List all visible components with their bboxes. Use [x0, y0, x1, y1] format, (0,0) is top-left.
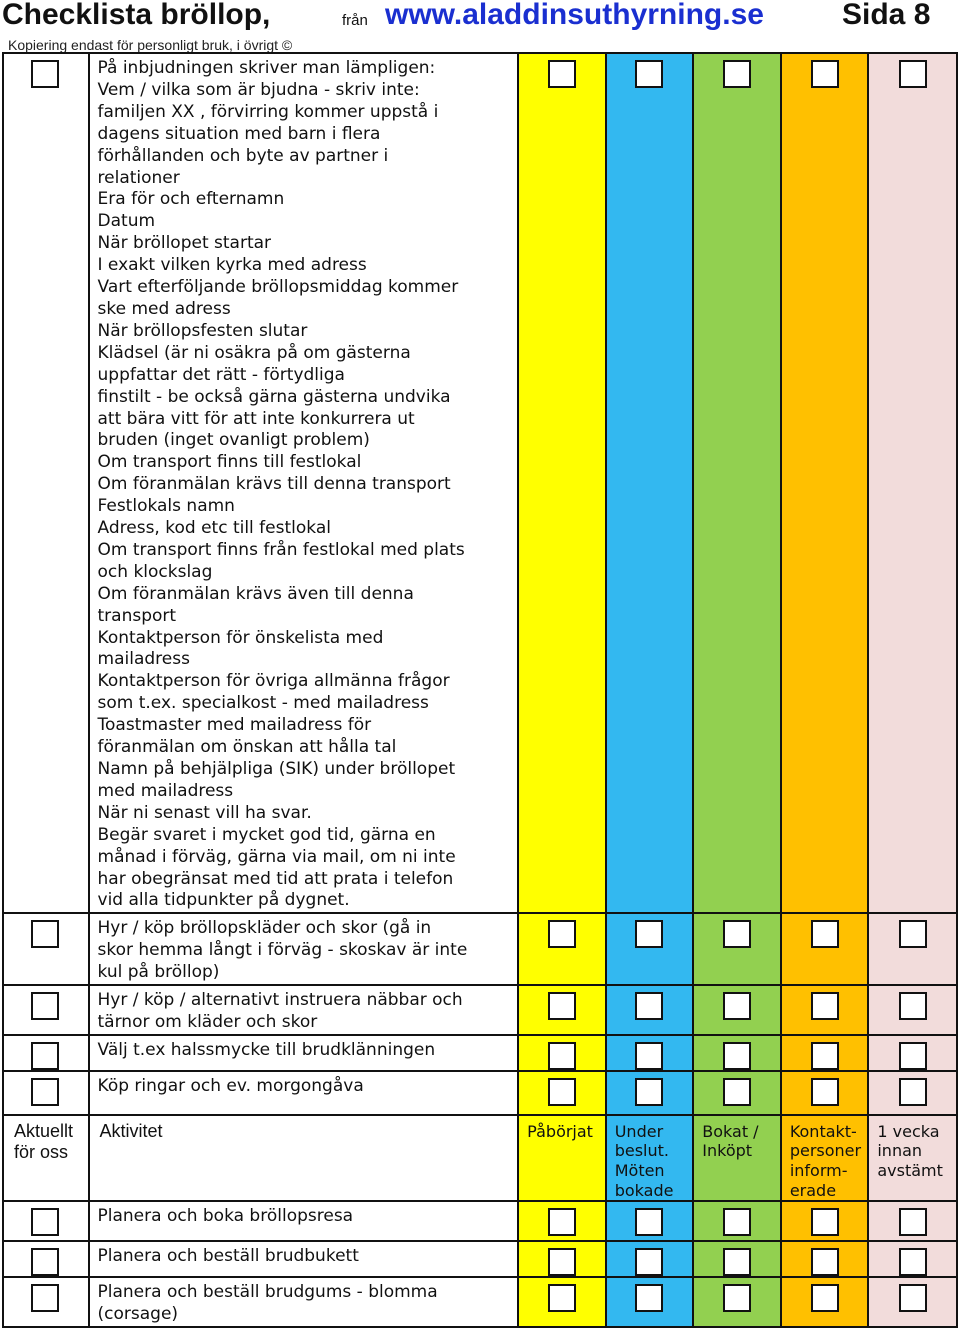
- contacts-cell: [781, 913, 869, 985]
- under-cell: [606, 913, 694, 985]
- contacts-cell: [781, 53, 869, 913]
- week-checkbox[interactable]: [899, 1284, 927, 1312]
- under-checkbox[interactable]: [635, 992, 663, 1020]
- under-checkbox[interactable]: [635, 1078, 663, 1106]
- column-header-row: [3, 1115, 957, 1201]
- booked-checkbox[interactable]: [723, 1284, 751, 1312]
- booked-cell: [693, 1201, 781, 1241]
- activity-cell: [89, 1277, 519, 1327]
- started-checkbox[interactable]: [548, 1208, 576, 1236]
- started-cell: [518, 1277, 606, 1327]
- current-cell: [3, 1071, 89, 1115]
- under-cell: [606, 53, 694, 913]
- booked-checkbox[interactable]: [723, 1078, 751, 1106]
- contacts-cell: [781, 1241, 869, 1277]
- activity-cell: [89, 985, 519, 1035]
- current-checkbox[interactable]: [31, 992, 59, 1020]
- table-row: [3, 1201, 957, 1241]
- table-row: [3, 53, 957, 913]
- contacts-checkbox[interactable]: [811, 60, 839, 88]
- table-row: [3, 1241, 957, 1277]
- week-cell: [868, 985, 957, 1035]
- current-cell: [3, 53, 89, 913]
- checklist-table: [2, 52, 958, 1328]
- started-checkbox[interactable]: [548, 920, 576, 948]
- under-cell: [606, 1201, 694, 1241]
- week-cell: [868, 913, 957, 985]
- started-cell: [518, 1071, 606, 1115]
- week-cell: [868, 1071, 957, 1115]
- started-checkbox[interactable]: [548, 992, 576, 1020]
- started-checkbox[interactable]: [548, 1042, 576, 1070]
- current-cell: [3, 985, 89, 1035]
- activity-text: Planera och boka bröllopsresa: [97, 1206, 354, 1227]
- week-checkbox[interactable]: [899, 1248, 927, 1276]
- under-checkbox[interactable]: [635, 1248, 663, 1276]
- week-cell: [868, 1035, 957, 1071]
- booked-checkbox[interactable]: [723, 60, 751, 88]
- page-title: Checklista bröllop,: [2, 0, 271, 31]
- header-current-label: Aktuellt för oss: [14, 1120, 74, 1162]
- started-cell: [518, 53, 606, 913]
- booked-checkbox[interactable]: [723, 1042, 751, 1070]
- under-checkbox[interactable]: [635, 1208, 663, 1236]
- header-booked-label: Bokat / Inköpt: [702, 1121, 759, 1161]
- booked-checkbox[interactable]: [723, 1208, 751, 1236]
- contacts-checkbox[interactable]: [811, 1208, 839, 1236]
- contacts-checkbox[interactable]: [811, 920, 839, 948]
- booked-checkbox[interactable]: [723, 992, 751, 1020]
- current-cell: [3, 913, 89, 985]
- header-contacts-label: Kontakt- personer inform- erade: [789, 1121, 862, 1200]
- table-row: [3, 1035, 957, 1071]
- table-row: [3, 913, 957, 985]
- under-cell: [606, 985, 694, 1035]
- booked-cell: [693, 1035, 781, 1071]
- contacts-checkbox[interactable]: [811, 1078, 839, 1106]
- header-started-label: Påbörjat: [527, 1121, 593, 1141]
- title-from: från: [342, 12, 368, 29]
- booked-cell: [693, 985, 781, 1035]
- started-cell: [518, 985, 606, 1035]
- week-cell: [868, 1277, 957, 1327]
- booked-checkbox[interactable]: [723, 1248, 751, 1276]
- activity-text: På inbjudningen skriver man lämpligen: Vem / vilka som är bjudna - skriv inte: familjen XX , förvirring kommer uppstå i dagens situation med barn i flera förhållanden och byte av partner i relationer Era för och efternamn Datum När bröllopet startar I exakt vilken kyrka med adress Vart efterföljande bröllopsmiddag kommer ske med adress När bröllopsfesten slutar Klädsel (är ni osäkra på om gästerna uppfattar det rätt - förtydliga finstilt - be också gärna gästerna undvika att bära vitt för att inte konkurrera ut bruden (inget ovanligt problem) Om transport finns till festlokal Om föranmälan krävs till denna transport Festlokals namn Adress, kod etc till festlokal Om transport finns från festlokal med plats och klockslag Om föranmälan krävs även till denna transport Kontaktperson för önskelista med mailadress Kontaktperson för övriga allmänna frågor som t.ex. specialkost - med mailadress Toastmaster med mailadress för föranmälan om önskan att hålla tal Namn på behjälpliga (SIK) under bröllopet med mailadress När ni senast vill ha svar. Begär svaret i mycket god tid, gärna en månad i förväg, gärna via mail, om ni inte har obegränsat med tid att prata i telefon vid alla tidpunkter på dygnet.: [97, 58, 465, 911]
- booked-checkbox[interactable]: [723, 920, 751, 948]
- table-row: [3, 985, 957, 1035]
- header-week: [868, 1115, 957, 1201]
- week-checkbox[interactable]: [899, 1042, 927, 1070]
- activity-text: Planera och beställ brudgums - blomma (corsage): [97, 1282, 438, 1325]
- under-checkbox[interactable]: [635, 1042, 663, 1070]
- week-checkbox[interactable]: [899, 1078, 927, 1106]
- week-checkbox[interactable]: [899, 920, 927, 948]
- activity-cell: [89, 1035, 519, 1071]
- booked-cell: [693, 1277, 781, 1327]
- contacts-cell: [781, 1201, 869, 1241]
- booked-cell: [693, 1071, 781, 1115]
- contacts-checkbox[interactable]: [811, 992, 839, 1020]
- table-row: [3, 1277, 957, 1327]
- started-checkbox[interactable]: [548, 1248, 576, 1276]
- contacts-checkbox[interactable]: [811, 1284, 839, 1312]
- current-checkbox[interactable]: [31, 60, 59, 88]
- header-booked: [693, 1115, 781, 1201]
- started-cell: [518, 913, 606, 985]
- current-checkbox[interactable]: [31, 1284, 59, 1312]
- started-cell: [518, 1035, 606, 1071]
- started-cell: [518, 1241, 606, 1277]
- current-checkbox[interactable]: [31, 1078, 59, 1106]
- current-cell: [3, 1241, 89, 1277]
- current-checkbox[interactable]: [31, 1248, 59, 1276]
- contacts-cell: [781, 1277, 869, 1327]
- under-checkbox[interactable]: [635, 60, 663, 88]
- under-checkbox[interactable]: [635, 920, 663, 948]
- under-cell: [606, 1241, 694, 1277]
- week-checkbox[interactable]: [899, 1208, 927, 1236]
- activity-text: Hyr / köp / alternativt instruera näbbar och tärnor om kläder och skor: [97, 990, 463, 1032]
- week-cell: [868, 1241, 957, 1277]
- current-checkbox[interactable]: [31, 1042, 59, 1070]
- current-cell: [3, 1201, 89, 1241]
- booked-cell: [693, 53, 781, 913]
- activity-cell: [89, 1071, 519, 1115]
- contacts-checkbox[interactable]: [811, 1248, 839, 1276]
- header-contacts: [781, 1115, 869, 1201]
- header-activity: [89, 1115, 519, 1201]
- contacts-checkbox[interactable]: [811, 1042, 839, 1070]
- booked-cell: [693, 1241, 781, 1277]
- started-checkbox[interactable]: [548, 60, 576, 88]
- activity-cell: [89, 913, 519, 985]
- activity-cell: [89, 53, 519, 913]
- started-cell: [518, 1201, 606, 1241]
- page-number: Sida 8: [842, 0, 931, 31]
- started-checkbox[interactable]: [548, 1284, 576, 1312]
- week-cell: [868, 1201, 957, 1241]
- header-under-label: Under beslut. Möten bokade: [614, 1121, 674, 1200]
- activity-cell: [89, 1241, 519, 1277]
- under-cell: [606, 1071, 694, 1115]
- contacts-cell: [781, 1071, 869, 1115]
- under-checkbox[interactable]: [635, 1284, 663, 1312]
- activity-text: Hyr / köp bröllopskläder och skor (gå in skor hemma långt i förväg - skoskav är inte kul på bröllop): [97, 918, 468, 983]
- under-cell: [606, 1035, 694, 1071]
- current-cell: [3, 1277, 89, 1327]
- current-checkbox[interactable]: [31, 920, 59, 948]
- week-checkbox[interactable]: [899, 60, 927, 88]
- copyright-note: Kopiering endast för personligt bruk, i övrigt ©: [8, 37, 293, 53]
- header-week-label: 1 vecka innan avstämt: [877, 1121, 943, 1181]
- under-cell: [606, 1277, 694, 1327]
- current-cell: [3, 1035, 89, 1071]
- week-cell: [868, 53, 957, 913]
- week-checkbox[interactable]: [899, 992, 927, 1020]
- header-started: [518, 1115, 606, 1201]
- contacts-cell: [781, 1035, 869, 1071]
- header-current: [3, 1115, 89, 1201]
- activity-cell: [89, 1201, 519, 1241]
- started-checkbox[interactable]: [548, 1078, 576, 1106]
- booked-cell: [693, 913, 781, 985]
- header-activity-label: Aktivitet: [99, 1120, 163, 1141]
- activity-text: Planera och beställ brudbukett: [97, 1246, 359, 1267]
- contacts-cell: [781, 985, 869, 1035]
- current-checkbox[interactable]: [31, 1208, 59, 1236]
- activity-text: Köp ringar och ev. morgongåva: [97, 1075, 364, 1096]
- page-header: [0, 0, 960, 36]
- table-row: [3, 1071, 957, 1115]
- header-under: [606, 1115, 694, 1201]
- website-link[interactable]: www.aladdinsuthyrning.se: [385, 0, 764, 31]
- activity-text: Välj t.ex halssmycke till brudklänningen: [97, 1039, 436, 1060]
